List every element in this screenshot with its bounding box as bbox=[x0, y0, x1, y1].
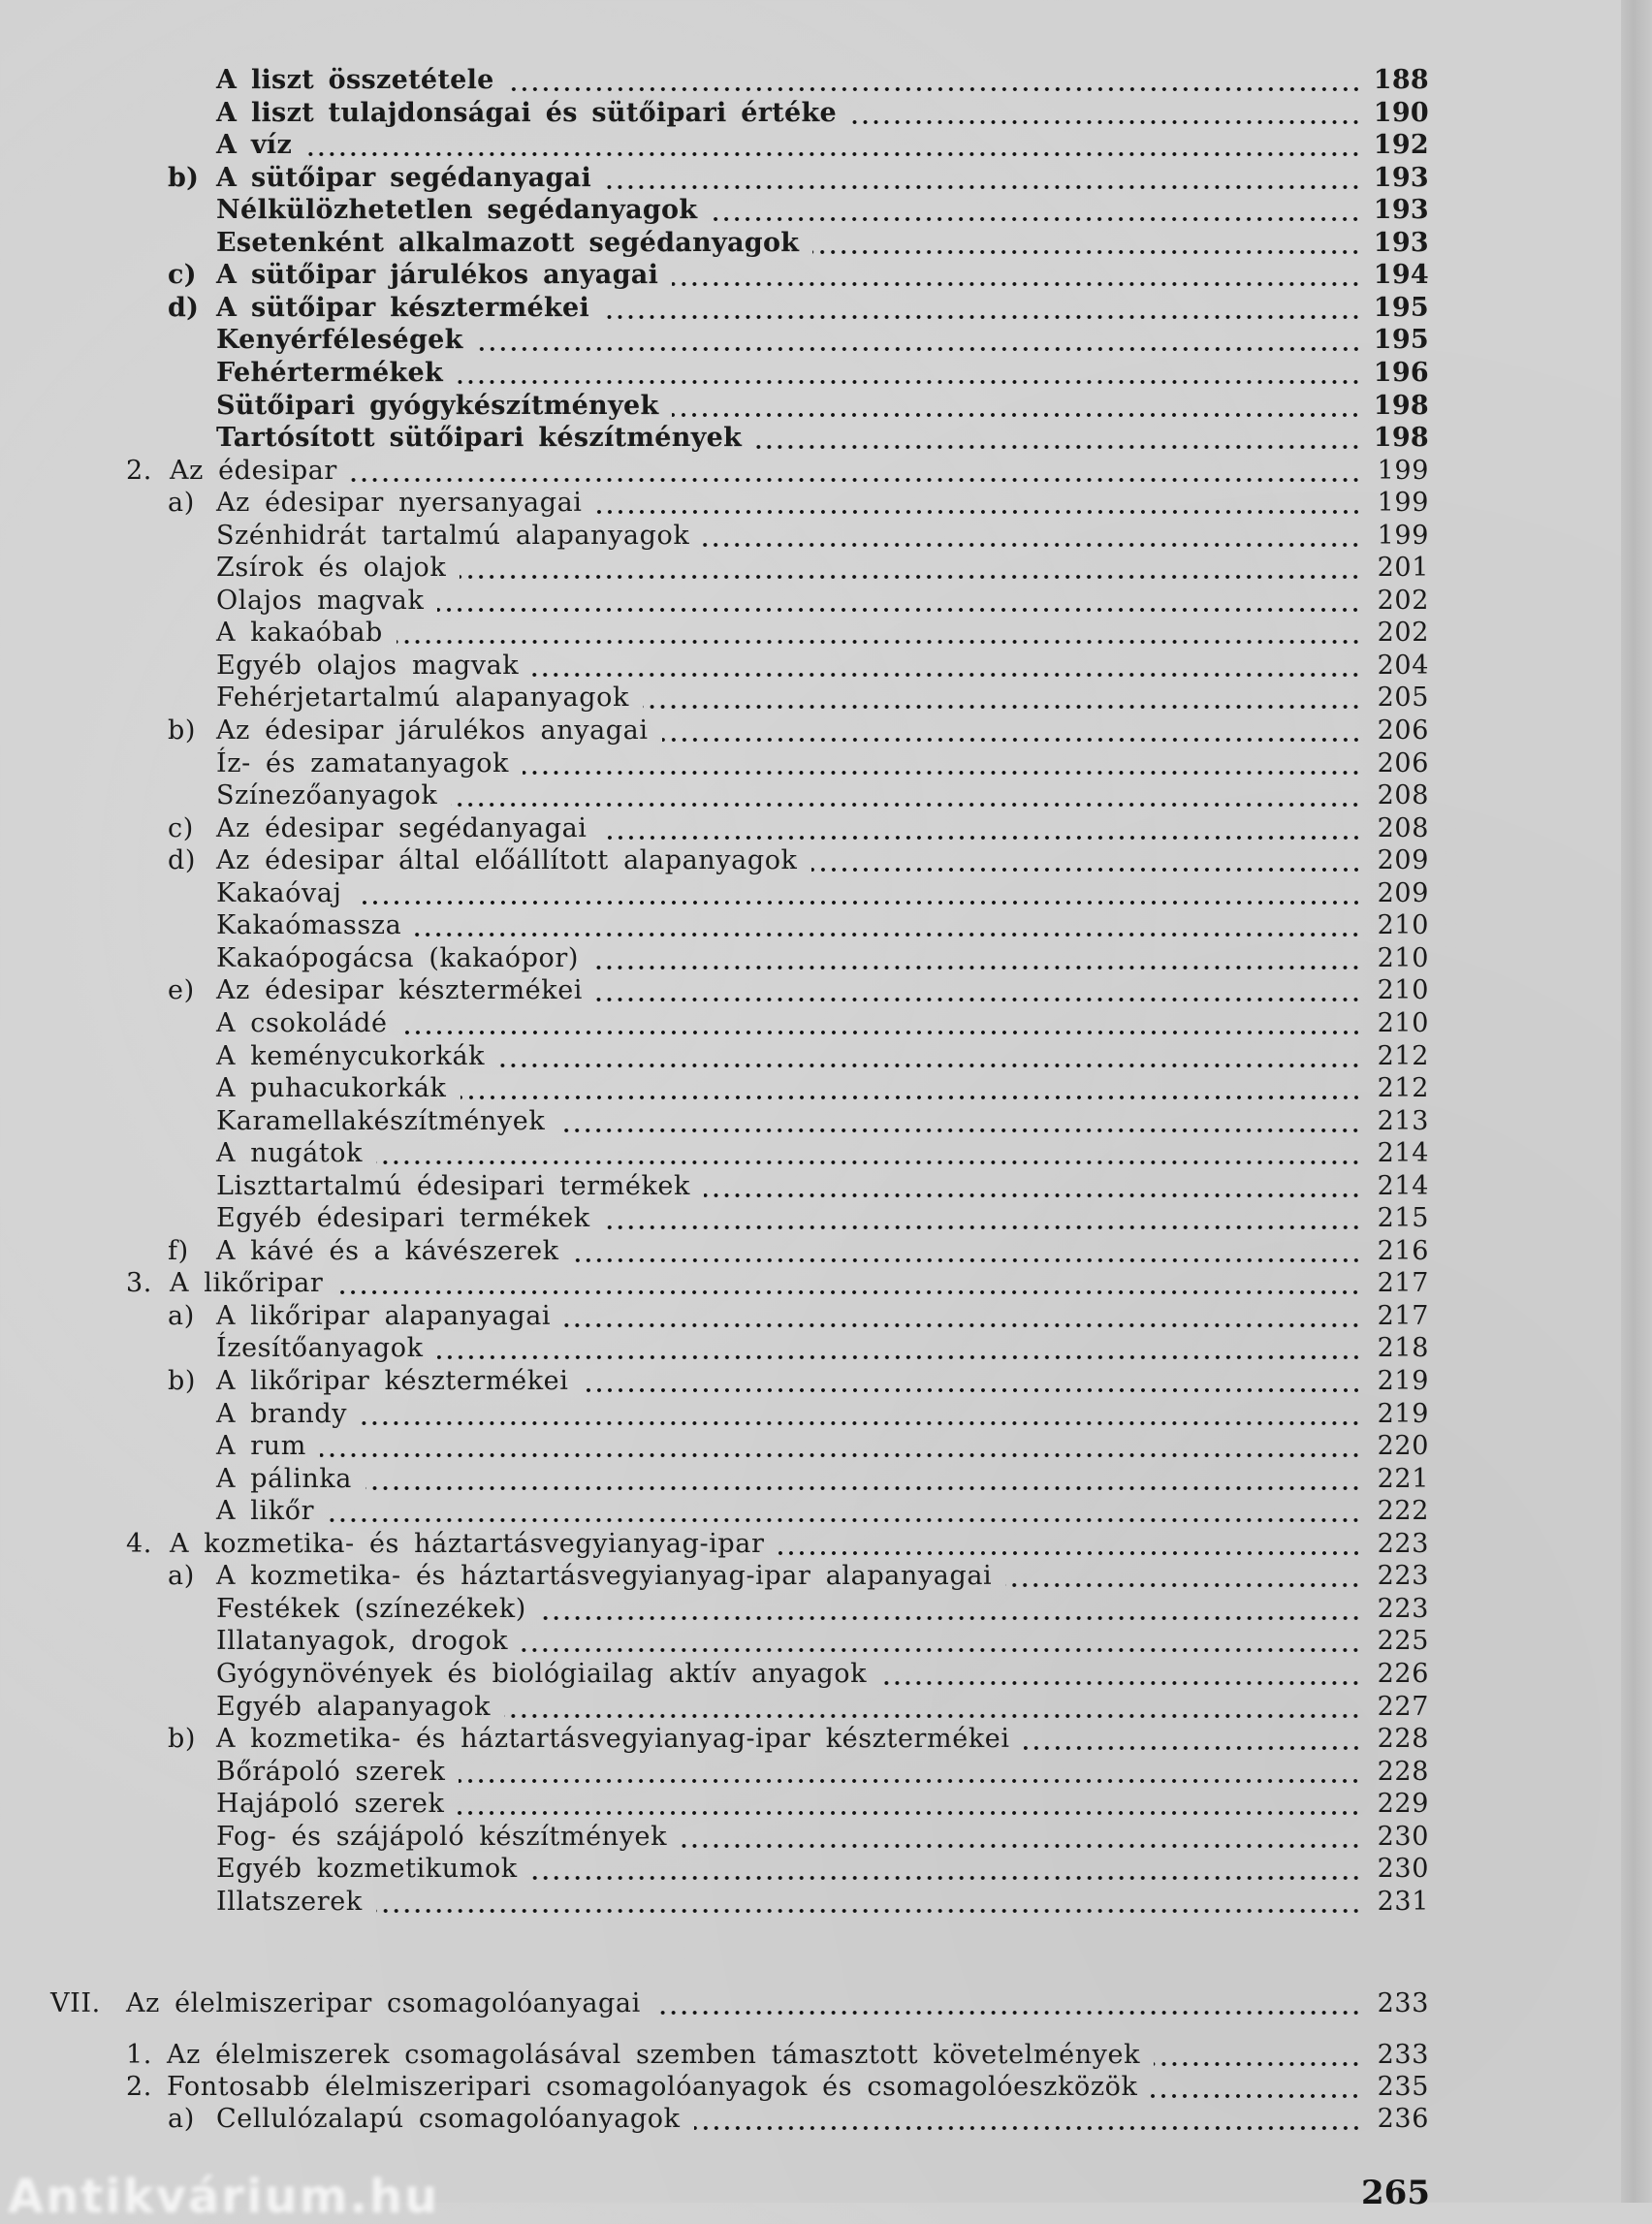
dot-leader bbox=[376, 1886, 1361, 1918]
toc-entry bbox=[216, 390, 1429, 422]
toc-entry-title: Íz- és zamatanyagok bbox=[216, 747, 510, 778]
toc-entry-page: 190 bbox=[1373, 97, 1429, 128]
dot-leader bbox=[601, 812, 1361, 844]
toc-entry bbox=[216, 1007, 1429, 1039]
toc-entry-title: A kozmetika- és háztartásvegyianyag-ipar bbox=[170, 1528, 765, 1559]
toc-entry-page: 206 bbox=[1377, 715, 1429, 746]
toc-entry-title: Fehérjetartalmú alapanyagok bbox=[216, 683, 629, 714]
dot-leader bbox=[356, 877, 1361, 909]
dot-leader bbox=[558, 1105, 1361, 1137]
dot-leader bbox=[880, 1658, 1361, 1690]
toc-entry-title: Esetenként alkalmazott segédanyagok bbox=[216, 227, 800, 258]
toc-entry bbox=[168, 487, 1429, 519]
toc-entry bbox=[216, 1332, 1429, 1364]
chapter-title: Az élelmiszeripar csomagolóanyagai bbox=[126, 1988, 641, 2018]
toc-entry bbox=[216, 1821, 1429, 1853]
toc-entry-page: 193 bbox=[1373, 227, 1429, 258]
toc-entry-page: 228 bbox=[1377, 1724, 1429, 1755]
toc-entry-title: A liszt összetétele bbox=[216, 65, 494, 95]
toc-entry bbox=[216, 1853, 1429, 1885]
toc-entry-title: Kenyérféleségek bbox=[216, 325, 463, 356]
toc-entry bbox=[216, 1756, 1429, 1788]
toc-entry-title: Hajápoló szerek bbox=[216, 1789, 445, 1820]
toc-entry bbox=[216, 64, 1429, 96]
dot-leader bbox=[583, 1365, 1362, 1397]
toc-entry-marker: b) bbox=[168, 162, 200, 193]
toc-entry bbox=[216, 1788, 1429, 1820]
toc-entry-title: A likőr bbox=[216, 1496, 315, 1527]
toc-entry-page: 201 bbox=[1377, 553, 1429, 584]
toc-entry bbox=[216, 324, 1429, 356]
toc-entry bbox=[126, 2039, 1429, 2071]
toc-entry bbox=[216, 1593, 1429, 1625]
toc-entry-title: Egyéb édesipari termékek bbox=[216, 1203, 590, 1234]
dot-leader bbox=[564, 1300, 1361, 1332]
toc-entry bbox=[216, 1398, 1429, 1430]
toc-entry-marker: d) bbox=[168, 292, 200, 323]
dot-leader bbox=[1151, 2071, 1361, 2103]
watermark: Antikvárium.hu bbox=[8, 2170, 440, 2224]
toc-entry-page: 206 bbox=[1377, 747, 1429, 778]
toc-entry-title: A kozmetika- és háztartásvegyianyag-ipar késztermékei bbox=[216, 1724, 1010, 1755]
toc-entry-page: 230 bbox=[1377, 1821, 1429, 1852]
toc-entry-page: 212 bbox=[1377, 1073, 1429, 1104]
toc-entry-page: 209 bbox=[1377, 845, 1429, 876]
chapter-page: 233 bbox=[1377, 1988, 1429, 2018]
toc-entry bbox=[216, 194, 1429, 226]
toc-entry-title: Egyéb kozmetikumok bbox=[216, 1854, 518, 1885]
dot-leader bbox=[778, 1528, 1361, 1560]
toc-entry bbox=[216, 617, 1429, 649]
toc-entry-page: 194 bbox=[1373, 260, 1429, 291]
dot-leader bbox=[540, 1593, 1361, 1625]
toc-entry-title: A sütőipar segédanyagai bbox=[216, 162, 592, 193]
dot-leader bbox=[1005, 1560, 1361, 1592]
toc-entry bbox=[216, 1137, 1429, 1169]
toc-entry-title: Az édesipar által előállított alapanyagok bbox=[216, 845, 798, 876]
dot-leader bbox=[654, 1987, 1361, 2019]
toc-entry-title: Cellulózalapú csomagolóanyagok bbox=[216, 2104, 681, 2134]
toc-entry-marker: d) bbox=[168, 845, 197, 876]
toc-entry-page: 215 bbox=[1377, 1203, 1429, 1234]
toc-entry bbox=[216, 520, 1429, 552]
toc-entry-title: Az édesipar nyersanyagai bbox=[216, 488, 583, 519]
toc-entry-page: 219 bbox=[1377, 1398, 1429, 1429]
toc-entry-marker: 1. bbox=[126, 2040, 152, 2070]
toc-entry bbox=[216, 1105, 1429, 1137]
toc-entry bbox=[126, 2071, 1429, 2103]
dot-leader bbox=[704, 1170, 1361, 1202]
toc-entry-title: A brandy bbox=[216, 1398, 348, 1429]
page-edge-shadow bbox=[1621, 0, 1652, 2203]
toc-entry bbox=[216, 1040, 1429, 1072]
toc-entry-page: 213 bbox=[1377, 1105, 1429, 1136]
toc-entry-title: Színezőanyagok bbox=[216, 780, 438, 811]
toc-entry-page: 196 bbox=[1373, 357, 1429, 388]
toc-entry-page: 193 bbox=[1373, 162, 1429, 193]
toc-entry-page: 193 bbox=[1373, 195, 1429, 226]
toc-entry-title: A sütőipar késztermékei bbox=[216, 292, 589, 323]
toc-entry-page: 188 bbox=[1373, 65, 1429, 95]
toc-entry-marker: b) bbox=[168, 1724, 197, 1755]
dot-leader bbox=[850, 97, 1361, 129]
dot-leader bbox=[532, 650, 1361, 682]
toc-entry bbox=[216, 1658, 1429, 1690]
toc-entry-title: A víz bbox=[216, 130, 293, 161]
toc-entry bbox=[216, 650, 1429, 682]
toc-entry-page: 212 bbox=[1377, 1040, 1429, 1071]
toc-entry-title: Bőrápoló szerek bbox=[216, 1756, 446, 1787]
dot-leader bbox=[361, 1398, 1361, 1430]
toc-entry-page: 214 bbox=[1377, 1170, 1429, 1201]
dot-leader bbox=[603, 292, 1361, 324]
dot-leader bbox=[508, 64, 1361, 96]
dot-leader bbox=[643, 682, 1361, 714]
toc-entry-marker: b) bbox=[168, 1366, 197, 1396]
toc-entry-page: 226 bbox=[1377, 1658, 1429, 1689]
toc-entry bbox=[216, 1625, 1429, 1657]
toc-entry-page: 202 bbox=[1377, 585, 1429, 616]
dot-leader bbox=[703, 520, 1361, 552]
dot-leader bbox=[320, 1430, 1361, 1462]
toc-entry-title: Kakaóvaj bbox=[216, 877, 342, 908]
toc-entry bbox=[216, 1202, 1429, 1234]
dot-leader bbox=[531, 1853, 1361, 1885]
toc-entry-marker: c) bbox=[168, 812, 194, 843]
toc-entry-page: 192 bbox=[1373, 130, 1429, 161]
toc-entry-title: Kakaópogácsa (kakaópor) bbox=[216, 942, 580, 973]
dot-leader bbox=[376, 1137, 1361, 1169]
toc-entry bbox=[216, 1072, 1429, 1104]
toc-entry-page: 204 bbox=[1377, 650, 1429, 681]
toc-entry-title: A pálinka bbox=[216, 1463, 352, 1494]
toc-entry-title: Egyéb olajos magvak bbox=[216, 650, 520, 681]
dot-leader bbox=[523, 747, 1361, 779]
dot-leader bbox=[755, 422, 1361, 454]
toc-entry bbox=[216, 552, 1429, 584]
toc-entry-title: Az élelmiszerek csomagolásával szemben támasztott követelmények bbox=[167, 2040, 1141, 2070]
toc-entry bbox=[216, 1886, 1429, 1918]
toc-entry-page: 199 bbox=[1377, 488, 1429, 519]
dot-leader bbox=[711, 194, 1361, 226]
toc-entry-page: 223 bbox=[1377, 1561, 1429, 1592]
toc-entry-page: 220 bbox=[1377, 1431, 1429, 1462]
dot-leader bbox=[596, 974, 1361, 1006]
toc-entry-title: Karamellakészítmények bbox=[216, 1105, 546, 1136]
dot-leader bbox=[592, 942, 1361, 974]
toc-entry-page: 225 bbox=[1377, 1626, 1429, 1657]
toc-entry-title: A kakaóbab bbox=[216, 618, 383, 649]
dot-leader bbox=[604, 1202, 1361, 1234]
dot-leader bbox=[401, 1007, 1361, 1039]
toc-entry-title: Illatszerek bbox=[216, 1886, 363, 1917]
toc-entry-marker: a) bbox=[168, 2104, 195, 2134]
toc-entry-title: Olajos magvak bbox=[216, 585, 425, 616]
toc-entry-title: A likőripar késztermékei bbox=[216, 1366, 569, 1396]
toc-entry bbox=[168, 1723, 1429, 1755]
toc-entry bbox=[168, 1300, 1429, 1332]
toc-entry-page: 205 bbox=[1377, 683, 1429, 714]
toc-entry bbox=[126, 455, 1429, 487]
toc-entry bbox=[216, 422, 1429, 454]
toc-entry-page: 233 bbox=[1377, 2040, 1429, 2070]
toc-entry-title: Gyógynövények és biológiailag aktív anyagok bbox=[216, 1658, 868, 1689]
toc-entry-title: Liszttartalmú édesipari termékek bbox=[216, 1170, 690, 1201]
toc-entry-marker: f) bbox=[168, 1235, 189, 1266]
toc-entry bbox=[216, 1170, 1429, 1202]
dot-leader bbox=[811, 844, 1361, 876]
toc-entry-page: 217 bbox=[1377, 1300, 1429, 1331]
toc-entry-title: A likőripar alapanyagai bbox=[216, 1300, 552, 1331]
toc-entry bbox=[168, 259, 1429, 291]
toc-entry-title: Az édesipar segédanyagai bbox=[216, 812, 588, 843]
toc-entry-page: 209 bbox=[1377, 877, 1429, 908]
toc-entry-page: 210 bbox=[1377, 942, 1429, 973]
dot-leader bbox=[460, 552, 1361, 584]
toc-entry-page: 227 bbox=[1377, 1691, 1429, 1722]
toc-entry-title: Kakaómassza bbox=[216, 910, 402, 941]
toc-entry-page: 236 bbox=[1377, 2104, 1429, 2134]
toc-entry-page: 221 bbox=[1377, 1463, 1429, 1494]
toc-entry-title: A kávé és a kávészerek bbox=[216, 1235, 559, 1266]
dot-leader bbox=[336, 1267, 1361, 1299]
toc-entry-title: Az édesipar bbox=[170, 455, 337, 486]
dot-leader bbox=[498, 1040, 1361, 1072]
dot-leader bbox=[437, 585, 1361, 617]
toc-entry-page: 210 bbox=[1377, 1007, 1429, 1038]
toc-entry-page: 208 bbox=[1377, 780, 1429, 811]
toc-entry bbox=[168, 162, 1429, 194]
toc-entry-marker: 2. bbox=[126, 2072, 152, 2102]
toc-entry-page: 195 bbox=[1373, 292, 1429, 323]
toc-entry-marker: 3. bbox=[126, 1268, 152, 1299]
toc-entry-marker: e) bbox=[168, 975, 195, 1006]
toc-entry-marker: a) bbox=[168, 488, 195, 519]
toc-entry-title: Fontosabb élelmiszeripari csomagolóanyagok és csomagolóeszközök bbox=[167, 2072, 1138, 2102]
dot-leader bbox=[694, 2103, 1361, 2135]
toc-entry-page: 199 bbox=[1377, 520, 1429, 551]
toc-entry-title: A keménycukorkák bbox=[216, 1040, 486, 1071]
toc-entry-page: 217 bbox=[1377, 1268, 1429, 1299]
toc-entry-title: Fehértermékek bbox=[216, 357, 444, 388]
dot-leader bbox=[672, 390, 1361, 422]
toc-entry-title: Nélkülözhetetlen segédanyagok bbox=[216, 195, 698, 226]
toc-entry-marker: b) bbox=[168, 715, 197, 746]
toc-entry-title: A likőripar bbox=[170, 1268, 324, 1299]
toc-entry-title: Az édesipar járulékos anyagai bbox=[216, 715, 649, 746]
toc-entry-page: 210 bbox=[1377, 910, 1429, 941]
dot-leader bbox=[1024, 1723, 1361, 1755]
toc-entry-title: Az édesipar késztermékei bbox=[216, 975, 584, 1006]
toc-entry bbox=[216, 1463, 1429, 1495]
toc-entry-page: 223 bbox=[1377, 1593, 1429, 1624]
dot-leader bbox=[477, 324, 1361, 356]
toc-entry-marker: a) bbox=[168, 1561, 195, 1592]
chapter-heading bbox=[50, 1987, 1429, 2019]
dot-leader bbox=[458, 1788, 1361, 1820]
chapter-marker: VII. bbox=[50, 1988, 101, 2018]
dot-leader bbox=[457, 357, 1361, 389]
dot-leader bbox=[605, 162, 1361, 194]
toc-entry-page: 222 bbox=[1377, 1496, 1429, 1527]
toc-entry-title: Festékek (színezékek) bbox=[216, 1593, 526, 1624]
toc-entry-title: Sütőipari gyógykészítmények bbox=[216, 390, 659, 421]
toc-entry-page: 202 bbox=[1377, 618, 1429, 649]
dot-leader bbox=[662, 715, 1361, 747]
toc-entry-page: 230 bbox=[1377, 1854, 1429, 1885]
toc-entry bbox=[126, 1528, 1429, 1560]
dot-leader bbox=[415, 909, 1361, 941]
toc-entry bbox=[216, 97, 1429, 129]
dot-leader bbox=[451, 779, 1361, 811]
toc-entry bbox=[168, 1365, 1429, 1397]
toc-entry-title: A kozmetika- és háztartásvegyianyag-ipar alapanyagai bbox=[216, 1561, 993, 1592]
toc-entry-title: A nugátok bbox=[216, 1138, 364, 1169]
dot-leader bbox=[573, 1235, 1361, 1267]
toc-entry-title: Fog- és szájápoló készítmények bbox=[216, 1821, 668, 1852]
toc-entry-title: A csokoládé bbox=[216, 1007, 388, 1038]
toc-entry bbox=[168, 715, 1429, 747]
toc-entry bbox=[126, 1267, 1429, 1299]
toc-entry-title: A liszt tulajdonságai és sütőipari értéke bbox=[216, 97, 837, 128]
dot-leader bbox=[812, 227, 1361, 259]
toc-entry-marker: 4. bbox=[126, 1528, 152, 1559]
toc-entry-page: 231 bbox=[1377, 1886, 1429, 1917]
toc-entry-title: A puhacukorkák bbox=[216, 1073, 447, 1104]
toc-entry-marker: a) bbox=[168, 1300, 195, 1331]
toc-entry bbox=[168, 812, 1429, 844]
toc-entry-title: Egyéb alapanyagok bbox=[216, 1691, 492, 1722]
dot-leader bbox=[1154, 2039, 1361, 2071]
toc-entry-title: A sütőipar járulékos anyagai bbox=[216, 260, 659, 291]
toc-entry bbox=[216, 747, 1429, 779]
toc-entry bbox=[216, 227, 1429, 259]
page-number: 265 bbox=[1361, 2174, 1430, 2212]
toc-entry-marker: 2. bbox=[126, 455, 152, 486]
toc-entry bbox=[168, 292, 1429, 324]
dot-leader bbox=[459, 1756, 1361, 1788]
dot-leader bbox=[461, 1072, 1362, 1104]
toc-entry bbox=[216, 1691, 1429, 1723]
toc-entry-page: 208 bbox=[1377, 812, 1429, 843]
toc-entry bbox=[216, 909, 1429, 941]
toc-entry-marker: c) bbox=[168, 260, 197, 291]
toc-entry bbox=[216, 779, 1429, 811]
toc-entry bbox=[216, 585, 1429, 617]
toc-entry-title: A rum bbox=[216, 1431, 306, 1462]
toc-entry-page: 216 bbox=[1377, 1235, 1429, 1266]
toc-entry bbox=[216, 942, 1429, 974]
dot-leader bbox=[351, 455, 1361, 487]
dot-leader bbox=[328, 1495, 1361, 1527]
toc-entry-page: 229 bbox=[1377, 1789, 1429, 1820]
toc-entry bbox=[168, 1235, 1429, 1267]
dot-leader bbox=[305, 129, 1361, 161]
dot-leader bbox=[596, 487, 1361, 519]
toc-entry bbox=[168, 974, 1429, 1006]
toc-entry-page: 223 bbox=[1377, 1528, 1429, 1559]
toc-entry-page: 219 bbox=[1377, 1366, 1429, 1396]
toc-entry-page: 195 bbox=[1373, 325, 1429, 356]
toc-entry-page: 228 bbox=[1377, 1756, 1429, 1787]
toc-entry-page: 214 bbox=[1377, 1138, 1429, 1169]
toc-entry bbox=[216, 1495, 1429, 1527]
dot-leader bbox=[681, 1821, 1361, 1853]
toc-entry bbox=[168, 844, 1429, 876]
toc-entry bbox=[168, 1560, 1429, 1592]
toc-entry-page: 210 bbox=[1377, 975, 1429, 1006]
toc-entry-title: Illatanyagok, drogok bbox=[216, 1626, 509, 1657]
toc-entry-page: 199 bbox=[1377, 455, 1429, 486]
toc-entry-page: 235 bbox=[1377, 2072, 1429, 2102]
toc-entry-title: Tartósított sütőipari készítmények bbox=[216, 423, 743, 454]
dot-leader bbox=[522, 1625, 1361, 1657]
toc-entry bbox=[216, 682, 1429, 714]
dot-leader bbox=[504, 1691, 1361, 1723]
toc-entry bbox=[216, 1430, 1429, 1462]
toc-entry bbox=[216, 129, 1429, 161]
toc-entry-title: Zsírok és olajok bbox=[216, 553, 447, 584]
toc-entry-page: 218 bbox=[1377, 1333, 1429, 1364]
toc-entry-page: 198 bbox=[1373, 423, 1429, 454]
dot-leader bbox=[672, 259, 1361, 291]
toc-entry-title: Ízesítőanyagok bbox=[216, 1333, 424, 1364]
toc-entry-title: Szénhidrát tartalmú alapanyagok bbox=[216, 520, 690, 551]
toc-entry bbox=[168, 2103, 1429, 2135]
dot-leader bbox=[397, 617, 1361, 649]
dot-leader bbox=[365, 1463, 1361, 1495]
toc-entry bbox=[216, 877, 1429, 909]
toc-entry-page: 198 bbox=[1373, 390, 1429, 421]
toc-entry bbox=[216, 357, 1429, 389]
dot-leader bbox=[437, 1332, 1361, 1364]
